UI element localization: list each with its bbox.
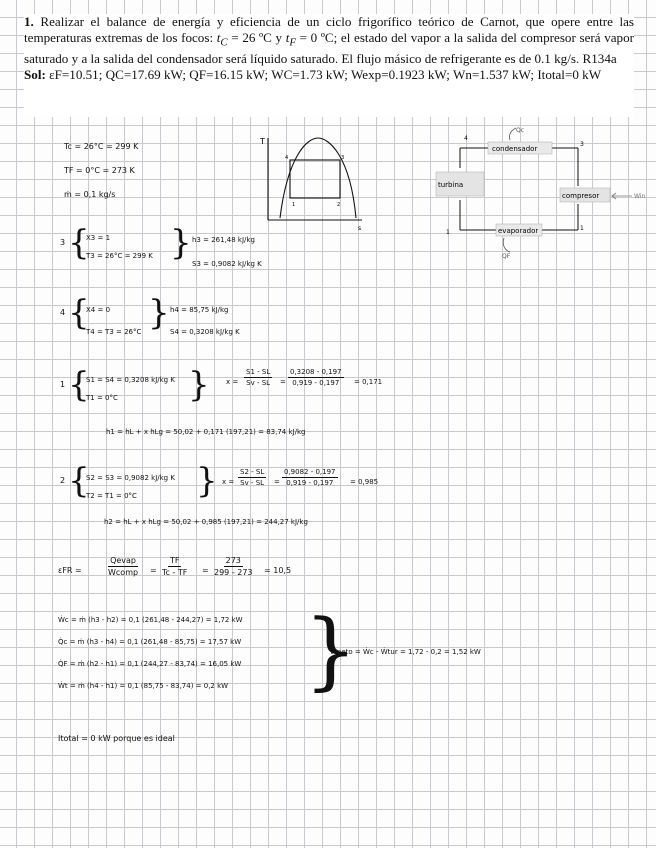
ts-t-label: T	[260, 137, 265, 146]
evaporator-label: evaporador	[498, 227, 539, 235]
state1-left-brace: {	[68, 365, 90, 405]
state2-right-brace: }	[196, 461, 218, 501]
ts-s-label: s	[358, 225, 362, 232]
state3-t: T3 = 26°C = 299 K	[86, 252, 153, 260]
node-3: 3	[580, 141, 584, 148]
efficiency-frac-numeric	[214, 556, 253, 577]
state1-frac2-num: 0,3208 - 0,197	[290, 368, 342, 376]
tf-symbol: t	[285, 29, 290, 45]
balance-condenser-heat: Q̇c = ṁ (h3 - h4) = 0,1 (261,48 - 85,75) = 17,57 kW	[58, 638, 242, 646]
state2-frac2-den: 0,919 - 0,197	[286, 479, 334, 487]
turbine-label: turbina	[438, 181, 464, 189]
node-1b: 1	[446, 229, 450, 236]
state3-number: 3	[60, 238, 66, 247]
balance-turbine-work: Ẇt = ṁ (h4 - h1) = 0,1 (85,75 - 83,74) = 0,2 kW	[58, 682, 229, 690]
state4-left-brace: {	[68, 293, 90, 333]
state2-h: h2 = hL + x hLg = 50,02 + 0,985 (197,21) = 244,27 kJ/kg	[104, 518, 308, 526]
compressor-label: compresor	[562, 192, 600, 200]
state2-frac1-den: Sv - SL	[240, 479, 265, 487]
tf-sub: F	[289, 36, 296, 49]
balances-right-brace: }	[304, 601, 358, 699]
state4-t: T4 = T3 = 26°C	[86, 328, 142, 336]
state3-s: S3 = 0,9082 kJ/kg K	[192, 260, 262, 268]
solution-text: εF=10.51; QC=17.69 kW; QF=16.15 kW; WC=1.73 kW; Wexp=0.1923 kW; Wn=1.537 kW; Itotal=0 kW	[45, 66, 602, 82]
state1-eq1: =	[280, 378, 286, 386]
state2-s: S2 = S3 = 0,9082 kJ/kg K	[86, 474, 175, 482]
tc-symbol: t	[216, 29, 221, 45]
state1-frac2-den: 0,919 - 0,197	[292, 379, 340, 387]
eff-frac2-den: Tc - TF	[162, 568, 188, 577]
state2-x-expr: x =	[222, 478, 235, 486]
state1-frac-numeric	[288, 368, 344, 387]
state4-right-brace: }	[148, 293, 170, 333]
eff-frac3-den: 299 - 273	[214, 568, 253, 577]
node-4: 4	[464, 135, 468, 142]
state2-frac1-num: S2 - SL	[240, 468, 265, 476]
state2-number: 2	[60, 476, 66, 485]
tc-sub: C	[220, 36, 228, 49]
ts-diagram	[258, 134, 368, 232]
eff-frac3-num: 273	[225, 556, 241, 565]
condenser-label: condensador	[492, 145, 538, 153]
efficiency-result: = 10,5	[264, 566, 292, 575]
eff-frac1-num: Qevap	[110, 556, 136, 565]
state1-frac1-den: Sv - SL	[246, 379, 271, 387]
state2-frac-numeric	[282, 468, 338, 487]
state4-s: S4 = 0,3208 kJ/kg K	[170, 328, 240, 336]
balance-net-work: Ẇneto = Ẇc - Ẇtur = 1,72 - 0,2 = 1,52 kW	[330, 648, 481, 656]
efficiency-lhs: εFR =	[58, 566, 82, 575]
state2-left-brace: {	[68, 461, 90, 501]
qf-arrow	[503, 238, 510, 252]
state4-x: X4 = 0	[86, 306, 111, 314]
state2-eq1: =	[274, 478, 280, 486]
problem-text-1: Realizar el balance de energía y eficiencia de un ciclo frigorífico teórico de Carnot, que opere entre las temperaturas extremas de los focos:	[24, 14, 634, 45]
qf-label: QF	[502, 253, 511, 260]
state1-s: S1 = S4 = 0,3208 kJ/kg K	[86, 376, 175, 384]
state2-t: T2 = T1 = 0°C	[86, 492, 137, 500]
problem-text-2: = 0 ºC; el estado del vapor a la salida del compresor será vapor saturado y a la salida del condensador será líquido saturado. El flujo másico de refrigerante es de 0.1 kg/s. R134a	[24, 29, 635, 67]
eff-frac1-den: Wcomp	[108, 568, 139, 577]
state1-t: T1 = 0°C	[86, 394, 118, 402]
balance-compressor-work: Ẇc = ṁ (h3 - h2) = 0,1 (261,48 - 244,27) = 1,72 kW	[58, 616, 243, 624]
efficiency-frac-t	[162, 556, 187, 577]
tc-value: = 26 ºC y	[227, 29, 286, 45]
state1-frac1-num: S1 - SL	[246, 368, 271, 376]
efficiency-frac-q-w	[108, 556, 138, 577]
given-mass-flow: ṁ = 0,1 kg/s	[64, 190, 116, 199]
problem-statement	[24, 14, 634, 117]
state3-left-brace: {	[68, 223, 90, 263]
ts-point-1: 1	[292, 202, 296, 208]
cycle-diagram	[430, 120, 656, 265]
state3-right-brace: }	[170, 223, 192, 263]
ts-point-2: 2	[337, 202, 341, 208]
state2-x-result: = 0,985	[350, 478, 379, 486]
state1-x-expr: x =	[226, 378, 239, 386]
win-label: Win	[634, 193, 646, 200]
state1-right-brace: }	[188, 365, 210, 405]
state4-h: h4 = 85,75 kJ/kg	[170, 306, 229, 314]
state2-frac2-num: 0,9082 - 0,197	[284, 468, 336, 476]
balance-evaporator-heat: Q̇F = ṁ (h2 - h1) = 0,1 (244,27 - 83,74) = 16,05 kW	[58, 660, 242, 668]
ts-point-4: 4	[285, 155, 289, 161]
state3-h: h3 = 261,48 kJ/kg	[192, 236, 255, 244]
state1-number: 1	[60, 380, 66, 389]
state1-x-result: = 0,171	[354, 378, 383, 386]
solution-label: Sol:	[24, 66, 46, 82]
carnot-cycle-rect	[290, 160, 340, 198]
state1-h: h1 = hL + x hLg = 50,02 + 0,171 (197,21) = 83,74 kJ/kg	[106, 428, 306, 436]
total-irreversibility: Itotal = 0 kW porque es ideal	[58, 734, 175, 743]
ts-point-3: 3	[341, 155, 345, 161]
node-1: 1	[580, 225, 584, 232]
eff-eq2: =	[202, 566, 209, 575]
given-tf: TF = 0°C = 273 K	[64, 166, 135, 175]
eff-eq1: =	[150, 566, 157, 575]
problem-number: 1.	[24, 14, 34, 29]
qc-label: Qc	[516, 127, 525, 134]
given-tc: Tc = 26°C = 299 K	[64, 142, 139, 151]
state2-frac-symbolic	[238, 468, 266, 487]
state3-x: X3 = 1	[86, 234, 111, 242]
state1-frac-symbolic	[244, 368, 272, 387]
eff-frac2-num: TF	[169, 556, 180, 565]
state4-number: 4	[60, 308, 66, 317]
